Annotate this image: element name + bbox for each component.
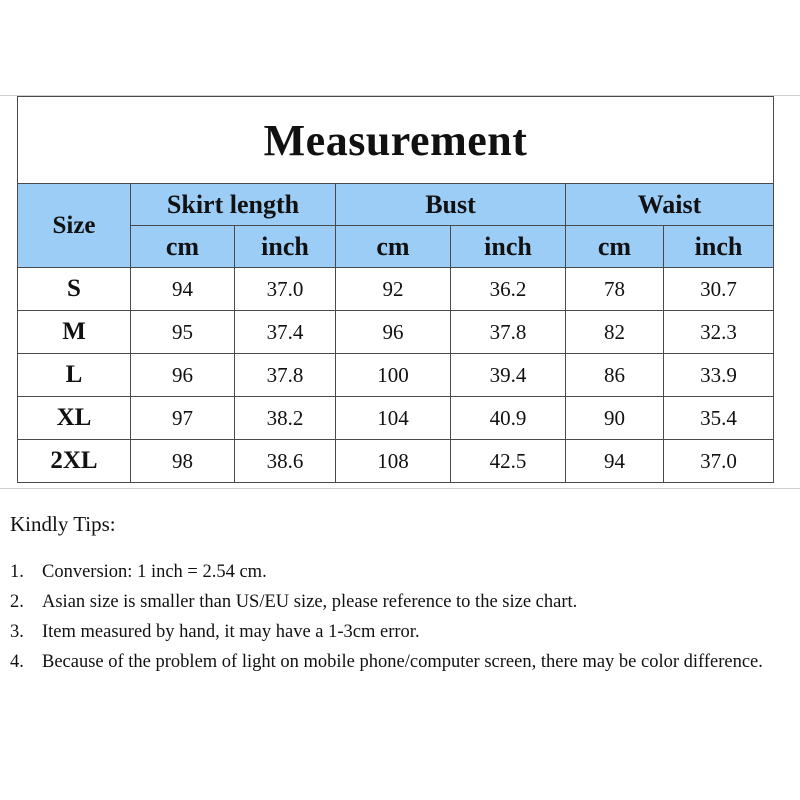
tip-item	[10, 557, 790, 587]
bust-header: Bust	[336, 184, 566, 226]
unit-header: cm	[566, 226, 664, 268]
table-cell: 108	[336, 440, 451, 483]
table-cell: 37.8	[451, 311, 566, 354]
tips-title: Kindly Tips:	[10, 512, 116, 536]
table-cell: 94	[566, 440, 664, 483]
table-cell: 92	[336, 268, 451, 311]
size-table	[17, 96, 774, 483]
table-cell: 37.4	[235, 311, 336, 354]
table-title: Measurement	[18, 97, 774, 184]
tip-text: Conversion: 1 inch = 2.54 cm.	[42, 562, 267, 582]
unit-header: cm	[131, 226, 235, 268]
table-cell: 40.9	[451, 397, 566, 440]
kindly-tips	[10, 512, 790, 677]
size-label: M	[18, 311, 131, 354]
table-cell: 42.5	[451, 440, 566, 483]
bottom-divider	[0, 488, 800, 489]
tip-text: Asian size is smaller than US/EU size, please reference to the size chart.	[42, 592, 578, 612]
tip-item	[10, 617, 790, 647]
table-cell: 90	[566, 397, 664, 440]
table-cell: 37.0	[664, 440, 774, 483]
table-row	[18, 397, 774, 440]
size-label: L	[18, 354, 131, 397]
tip-number: 2.	[10, 592, 24, 612]
tip-number: 3.	[10, 622, 24, 642]
table-cell: 95	[131, 311, 235, 354]
tip-text: Because of the problem of light on mobile phone/computer screen, there may be color difference.	[42, 652, 763, 672]
tip-text: Item measured by hand, it may have a 1-3cm error.	[42, 622, 420, 642]
table-cell: 82	[566, 311, 664, 354]
tip-item	[10, 647, 790, 677]
table-cell: 97	[131, 397, 235, 440]
table-cell: 36.2	[451, 268, 566, 311]
size-label: 2XL	[18, 440, 131, 483]
table-cell: 98	[131, 440, 235, 483]
unit-header: inch	[664, 226, 774, 268]
tips-list	[10, 557, 790, 677]
table-cell: 38.2	[235, 397, 336, 440]
table-cell: 33.9	[664, 354, 774, 397]
table-cell: 94	[131, 268, 235, 311]
size-label: XL	[18, 397, 131, 440]
table-cell: 78	[566, 268, 664, 311]
table-cell: 86	[566, 354, 664, 397]
tip-number: 4.	[10, 652, 24, 672]
table-cell: 96	[336, 311, 451, 354]
unit-header: inch	[235, 226, 336, 268]
table-cell: 100	[336, 354, 451, 397]
table-cell: 104	[336, 397, 451, 440]
table-cell: 37.0	[235, 268, 336, 311]
table-row	[18, 440, 774, 483]
size-label: S	[18, 268, 131, 311]
table-cell: 35.4	[664, 397, 774, 440]
table-row	[18, 354, 774, 397]
table-cell: 39.4	[451, 354, 566, 397]
table-cell: 37.8	[235, 354, 336, 397]
unit-header: cm	[336, 226, 451, 268]
table-cell: 96	[131, 354, 235, 397]
table-row	[18, 311, 774, 354]
table-cell: 32.3	[664, 311, 774, 354]
skirt-length-header: Skirt length	[131, 184, 336, 226]
size-header: Size	[18, 184, 131, 268]
tip-item	[10, 587, 790, 617]
size-chart	[17, 96, 773, 483]
waist-header: Waist	[566, 184, 774, 226]
unit-header: inch	[451, 226, 566, 268]
table-cell: 38.6	[235, 440, 336, 483]
tip-number: 1.	[10, 562, 24, 582]
table-row	[18, 268, 774, 311]
table-cell: 30.7	[664, 268, 774, 311]
